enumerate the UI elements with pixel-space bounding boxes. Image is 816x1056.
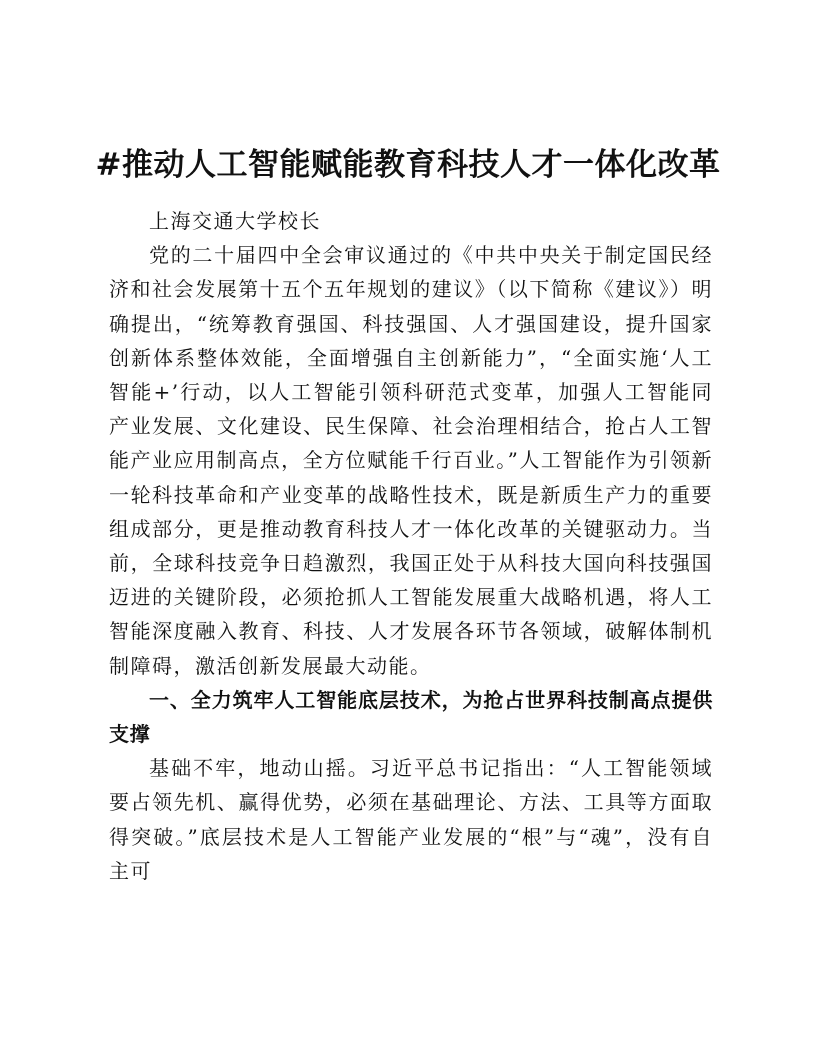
paragraph-2: 基础不牢，地动山摇。习近平总书记指出：“人工智能领域要占领先机、赢得优势，必须在基础理论、方法、工具等方面取得突破。”底层技术是人工智能产业发展的“根”与“魂”，没有自主可 <box>109 756 713 883</box>
paragraph-1: 党的二十届四中全会审议通过的《中共中央关于制定国民经济和社会发展第十五个五年规划的建议》（以下简称《建议》）明确提出，“统筹教育强国、科技强国、人才强国建设，提升国家创新体系整体效能，全面增强自主创新能力”，“全面实施‘人工智能+’行动，以人工智能引领科研范式变革，加强人工智能同产业发展、文化建设、民生保障、社会治理相结合，抢占人工智能产业应用制高点，全方位赋能千行百业。”人工智能作为引领新一轮科技革命和产业变革的战略性技术，既是新质生产力的重要组成部分，更是推动教育科技人才一体化改革的关键驱动力。当前，全球科技竞争日趋激烈，我国正处于从科技大国向科技强国迈进的关键阶段，必须抢抓人工智能发展重大战略机遇，将人工智能深度融入教育、科技、人才发展各环节各领域，破解体制机制障碍，激活创新发展最大动能。 <box>109 243 713 678</box>
document-body <box>109 204 713 888</box>
section-heading-1: 一、全力筑牢人工智能底层技术，为抢占世界科技制高点提供支撑 <box>109 687 713 747</box>
document-title: #推动人工智能赋能教育科技人才一体化改革 <box>95 147 721 183</box>
author-line: 上海交通大学校长 <box>149 209 321 233</box>
